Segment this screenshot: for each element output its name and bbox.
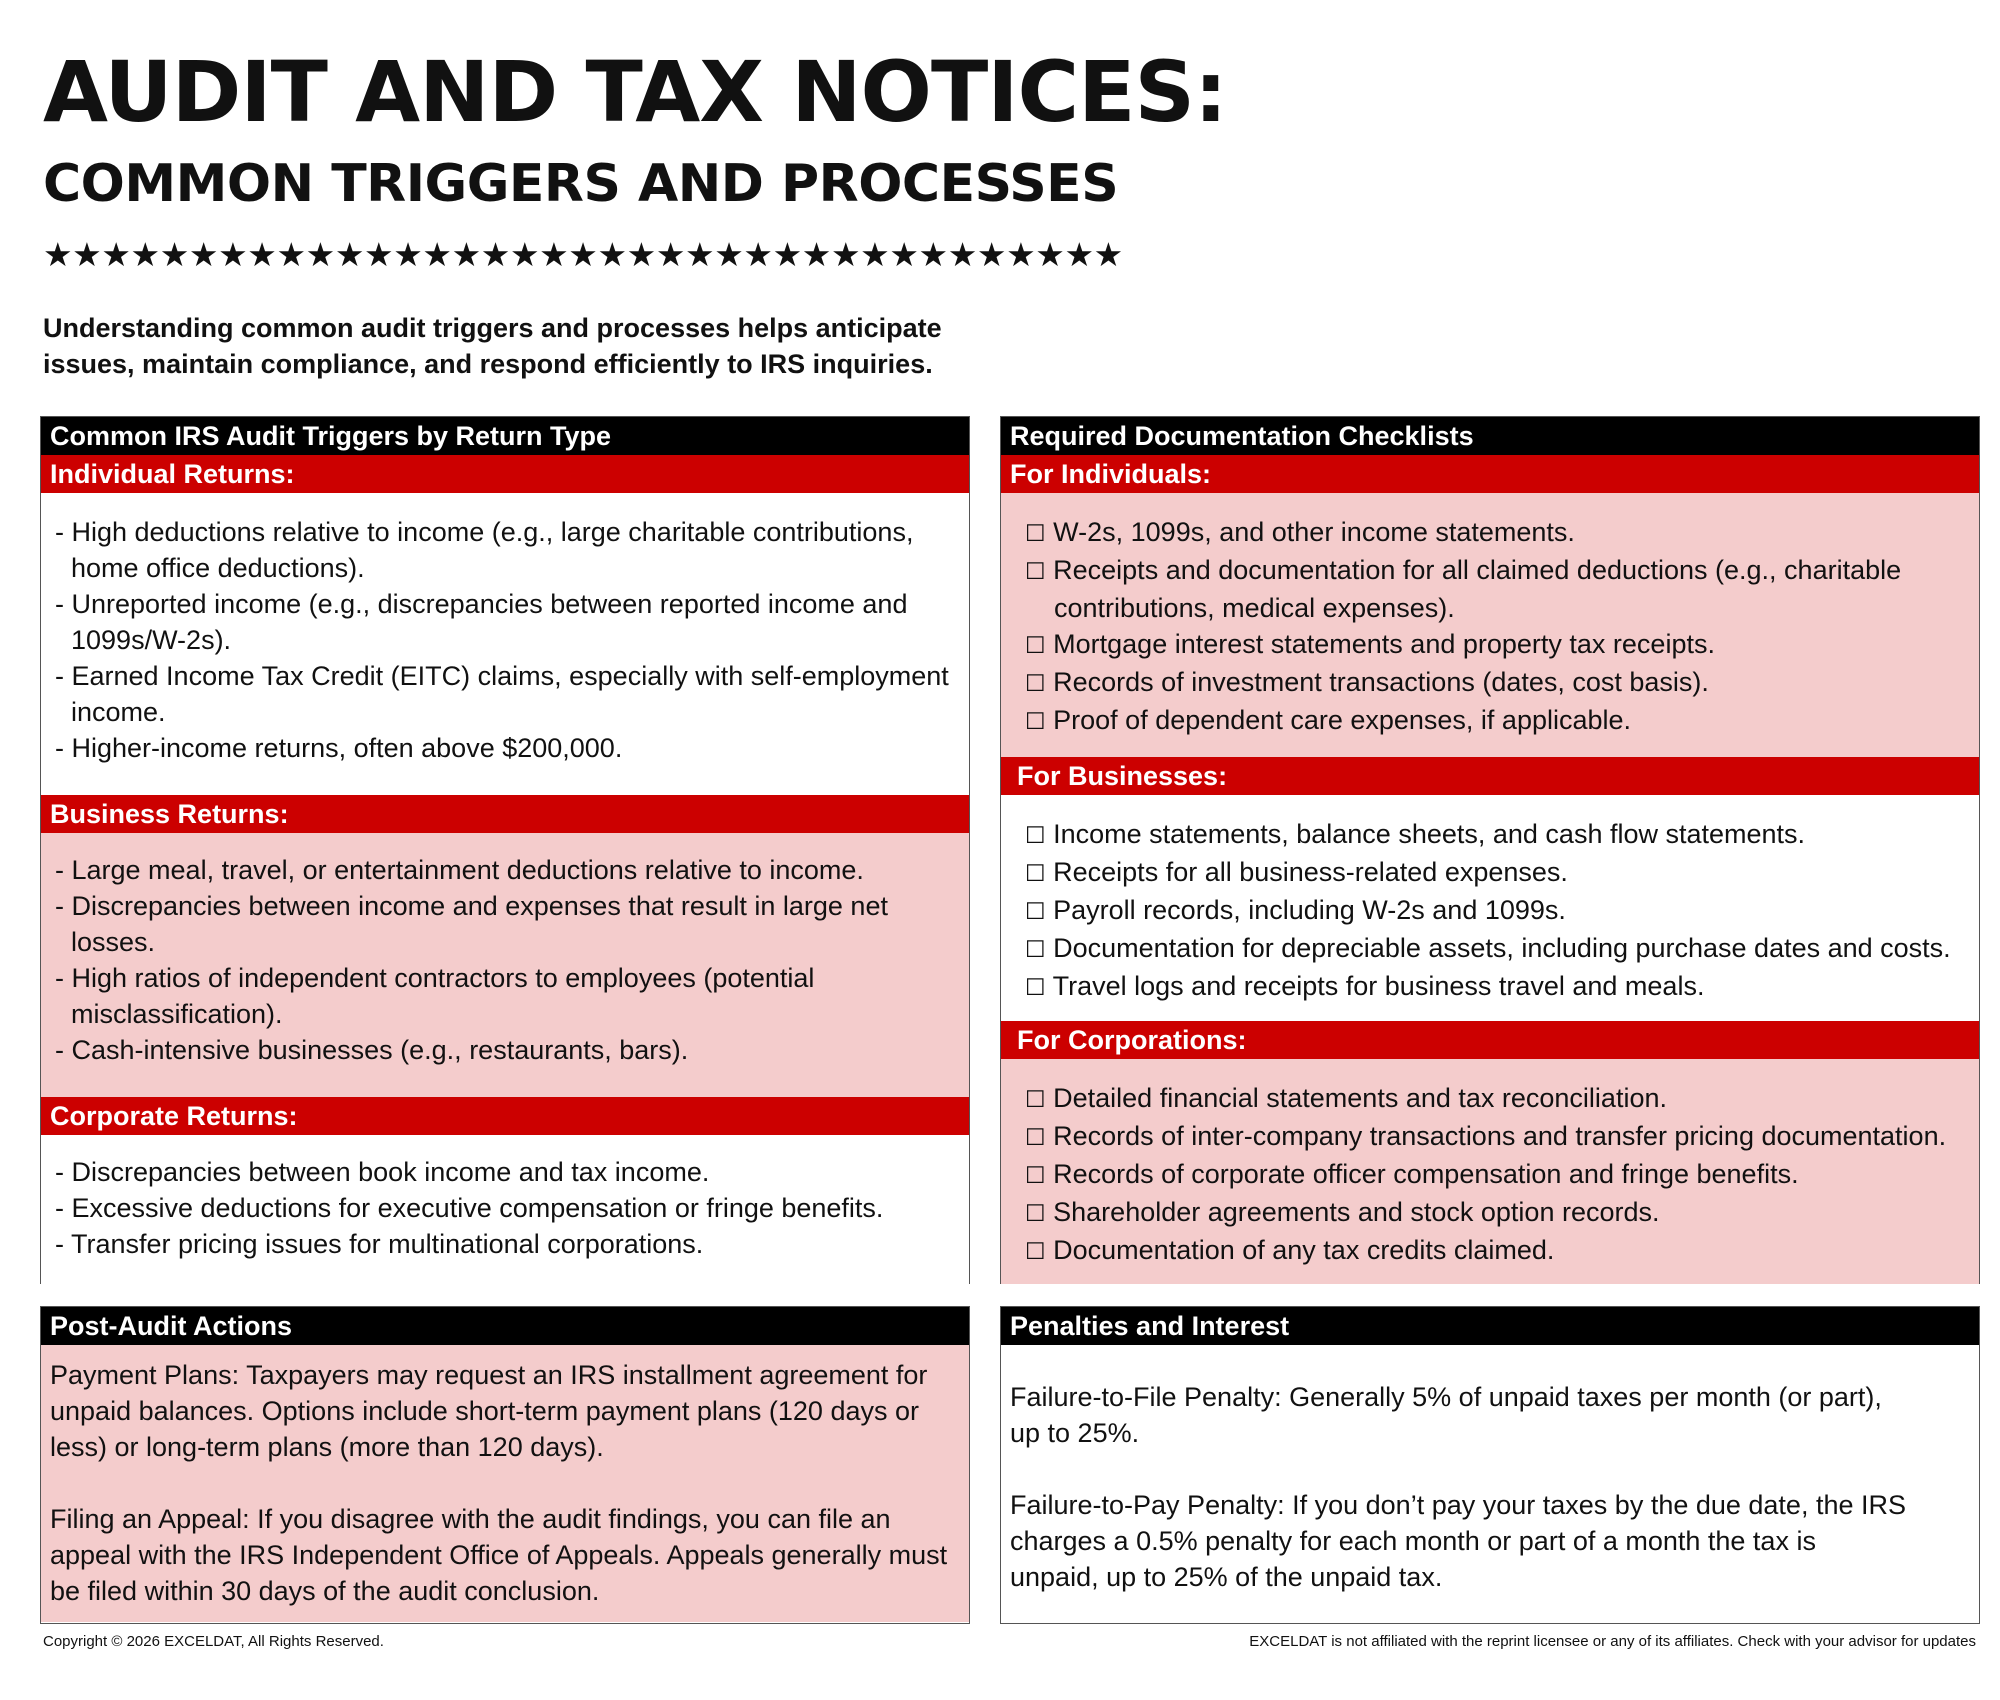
checklist-item — [1001, 702, 1979, 740]
corporate-returns-section — [41, 1135, 969, 1285]
individual-returns-section — [41, 493, 969, 795]
item-text: - Large meal, travel, or entertainment deductions relative to income. — [55, 855, 864, 885]
for-businesses-section — [1001, 795, 1979, 1021]
failure-to-file-text: Failure-to-File Penalty: Generally 5% of unpaid taxes per month (or part), up to 25%. — [1010, 1382, 1882, 1448]
list-item — [41, 852, 969, 888]
item-text: - Discrepancies between book income and tax income. — [55, 1157, 710, 1187]
checklist-item — [1001, 1232, 1979, 1270]
list-item — [41, 514, 969, 586]
list-item — [41, 658, 969, 730]
checkbox-icon: ☐ — [1025, 937, 1046, 963]
checkbox-icon: ☐ — [1025, 671, 1046, 697]
list-item — [41, 960, 969, 1032]
item-text: Documentation for depreciable assets, including purchase dates and costs. — [1053, 933, 1951, 963]
business-returns-section — [41, 833, 969, 1097]
item-text: - High deductions relative to income (e.g., large charitable contributions, home office deductions). — [55, 517, 914, 583]
checkbox-icon: ☐ — [1025, 899, 1046, 925]
item-text: - Discrepancies between income and expenses that result in large net losses. — [55, 891, 888, 957]
business-triggers-list — [41, 852, 969, 1068]
item-text: - Cash-intensive businesses (e.g., restaurants, bars). — [55, 1035, 689, 1065]
item-text: - Higher-income returns, often above $200,000. — [55, 733, 623, 763]
for-businesses-heading: For Businesses: — [1001, 757, 1979, 795]
checklist-item — [1001, 968, 1979, 1006]
documentation-panel — [1000, 416, 1980, 1284]
for-individuals-heading: For Individuals: — [1001, 455, 1979, 493]
checkbox-icon: ☐ — [1025, 1087, 1046, 1113]
item-text: Payroll records, including W-2s and 1099s. — [1053, 895, 1566, 925]
checkbox-icon: ☐ — [1025, 521, 1046, 547]
checkbox-icon: ☐ — [1025, 1239, 1046, 1265]
for-corporations-section — [1001, 1059, 1979, 1284]
item-text: Receipts for all business-related expenses. — [1053, 857, 1568, 887]
checklist-item — [1001, 1156, 1979, 1194]
checkbox-icon: ☐ — [1025, 1125, 1046, 1151]
post-audit-panel — [40, 1306, 970, 1624]
penalties-heading: Penalties and Interest — [1001, 1307, 1979, 1345]
checklist-item — [1001, 892, 1979, 930]
list-item — [41, 730, 969, 766]
checklist-item — [1001, 816, 1979, 854]
checklist-item — [1001, 1118, 1979, 1156]
penalties-panel — [1000, 1306, 1980, 1624]
intro-text: Understanding common audit triggers and processes helps anticipate issues, maintain compliance, and respond efficiently to IRS inquiries. — [43, 313, 942, 379]
checklist-item — [1001, 1194, 1979, 1232]
disclaimer-text: EXCELDAT is not affiliated with the reprint licensee or any of its affiliates. Check with your advisor for updates — [1249, 1633, 1976, 1650]
item-text: Detailed financial statements and tax reconciliation. — [1053, 1083, 1667, 1113]
checkbox-icon: ☐ — [1025, 559, 1046, 585]
item-text: Receipts and documentation for all claimed deductions (e.g., charitable contributions, medical expenses). — [1053, 555, 1902, 623]
item-text: Shareholder agreements and stock option records. — [1053, 1197, 1660, 1227]
checkbox-icon: ☐ — [1025, 709, 1046, 735]
post-audit-heading: Post-Audit Actions — [41, 1307, 969, 1345]
checklist-item — [1001, 1080, 1979, 1118]
page-subtitle: COMMON TRIGGERS AND PROCESSES — [43, 154, 1119, 214]
list-item — [41, 1190, 969, 1226]
audit-triggers-heading: Common IRS Audit Triggers by Return Type — [41, 417, 969, 455]
item-text: Mortgage interest statements and property tax receipts. — [1053, 629, 1715, 659]
checkbox-icon: ☐ — [1025, 633, 1046, 659]
corporate-triggers-list — [41, 1154, 969, 1262]
checkbox-icon: ☐ — [1025, 1201, 1046, 1227]
star-divider: ★★★★★★★★★★★★★★★★★★★★★★★★★★★★★★★★★★★★★ — [43, 235, 1123, 274]
failure-to-pay-text: Failure-to-Pay Penalty: If you don’t pay your taxes by the due date, the IRS charges a 0.5% penalty for each month or part of a month the tax is unpaid, up to 25% of the unpaid tax. — [1010, 1490, 1906, 1592]
corporate-returns-heading: Corporate Returns: — [41, 1097, 969, 1135]
checkbox-icon: ☐ — [1025, 823, 1046, 849]
list-item — [41, 1226, 969, 1262]
list-item — [41, 888, 969, 960]
item-text: - Excessive deductions for executive compensation or fringe benefits. — [55, 1193, 884, 1223]
individual-returns-heading: Individual Returns: — [41, 455, 969, 493]
item-text: Income statements, balance sheets, and cash flow statements. — [1053, 819, 1806, 849]
checkbox-icon: ☐ — [1025, 975, 1046, 1001]
item-text: - Unreported income (e.g., discrepancies between reported income and 1099s/W-2s). — [55, 589, 908, 655]
checkbox-icon: ☐ — [1025, 861, 1046, 887]
item-text: Records of inter-company transactions and transfer pricing documentation. — [1053, 1121, 1947, 1151]
list-item — [41, 1154, 969, 1190]
copyright-text: Copyright © 2026 EXCELDAT, All Rights Reserved. — [43, 1633, 384, 1650]
item-text: - Transfer pricing issues for multinational corporations. — [55, 1229, 704, 1259]
checkbox-icon: ☐ — [1025, 1163, 1046, 1189]
individuals-checklist — [1001, 514, 1979, 740]
checklist-item — [1001, 854, 1979, 892]
businesses-checklist — [1001, 816, 1979, 1006]
checklist-item — [1001, 552, 1979, 626]
item-text: - Earned Income Tax Credit (EITC) claims, especially with self-employment income. — [55, 661, 949, 727]
checklist-item — [1001, 930, 1979, 968]
item-text: Travel logs and receipts for business travel and meals. — [1052, 971, 1705, 1001]
list-item — [41, 586, 969, 658]
post-audit-body — [41, 1345, 969, 1622]
checklist-item — [1001, 514, 1979, 552]
item-text: Records of corporate officer compensation and fringe benefits. — [1053, 1159, 1799, 1189]
item-text: - High ratios of independent contractors to employees (potential misclassification). — [55, 963, 815, 1029]
item-text: Documentation of any tax credits claimed. — [1053, 1235, 1555, 1265]
documentation-heading: Required Documentation Checklists — [1001, 417, 1979, 455]
audit-triggers-panel — [40, 416, 970, 1284]
payment-plans-text: Payment Plans: Taxpayers may request an IRS installment agreement for unpaid balances. Options include short-term payment plans (120 days or less) or long-term plans (more than 120 days). — [50, 1360, 928, 1462]
item-text: Proof of dependent care expenses, if applicable. — [1053, 705, 1632, 735]
checklist-item — [1001, 626, 1979, 664]
item-text: W-2s, 1099s, and other income statements. — [1053, 517, 1575, 547]
business-returns-heading: Business Returns: — [41, 795, 969, 833]
for-corporations-heading: For Corporations: — [1001, 1021, 1979, 1059]
checklist-item — [1001, 664, 1979, 702]
penalties-body — [1001, 1345, 1979, 1622]
individual-triggers-list — [41, 514, 969, 766]
for-individuals-section — [1001, 493, 1979, 757]
corporations-checklist — [1001, 1080, 1979, 1270]
list-item — [41, 1032, 969, 1068]
filing-appeal-text: Filing an Appeal: If you disagree with the audit findings, you can file an appeal with the IRS Independent Office of Appeals. Appeals generally must be filed within 30 days of the audit conclusion. — [50, 1504, 948, 1606]
page-title: AUDIT AND TAX NOTICES: — [43, 43, 1227, 141]
item-text: Records of investment transactions (dates, cost basis). — [1053, 667, 1709, 697]
